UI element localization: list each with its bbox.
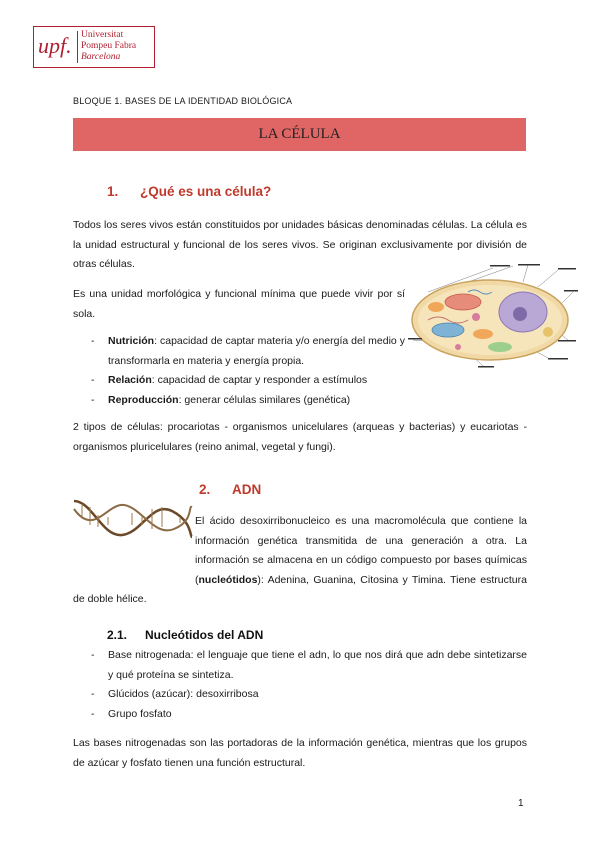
animal-cell-illustration [408, 262, 580, 370]
section-1-title: ¿Qué es una célula? [140, 184, 272, 199]
section-1-paragraph-3: 2 tipos de células: procariotas - organismos unicelulares (arqueas y bacterias) y eucariotas - organismos pluricelulares (reino animal, vegetal y fungi). [73, 421, 527, 453]
list-item-term: Relación [108, 374, 152, 386]
list-item-text: : capacidad de captar materia y/o energía del medio y transformarla en materia y energía propia. [108, 335, 405, 367]
list-item [73, 391, 405, 411]
upf-logo [33, 26, 155, 68]
section-2-1-heading [107, 628, 263, 642]
logo-wordmark [81, 30, 136, 63]
nucleotide-components-list [73, 646, 527, 724]
list-item-term: Reproducción [108, 393, 179, 406]
page-title: LA CÉLULA [258, 126, 341, 142]
section-2-1-paragraph: Las bases nitrogenadas son las portadoras de la información genética, mientras que los grupos de azúcar y fosfato tienen una función estructural. [73, 737, 527, 769]
section-2-1-title: Nucleótidos del ADN [145, 628, 264, 642]
list-item: - Grupo fosfato [73, 705, 527, 725]
section-1-paragraph-2: Es una unidad morfológica y funcional mínima que puede vivir por sí sola. [73, 288, 405, 320]
list-item [73, 332, 405, 371]
logo-line-2: Pompeu Fabra [81, 41, 137, 51]
cell-functions-list [73, 332, 405, 410]
section-2-text-a: El ácido desoxirribonucleico es una macromolécula que contiene la información genética transmitida de una generación a otra. La información se almacena en un código compuesto por bases químicas ( [195, 515, 527, 586]
list-item: - Glúcidos (azúcar): desoxirribosa [73, 685, 527, 705]
section-1-heading [107, 184, 271, 199]
section-1-paragraph-1: Todos los seres vivos están constituidos por unidades básicas denominadas células. La célula es la unidad estructural y funcional de los seres vivos. Se originan exclusivamente por división de otras células. [73, 219, 527, 270]
section-2-text-b: ): Adenina, Guanina, Citosina y Timina. Tiene estructura de doble hélice. [73, 573, 527, 605]
section-2-paragraph [73, 512, 527, 610]
page-number: 1 [518, 798, 524, 809]
section-2-title: ADN [232, 482, 262, 497]
list-item-text: : capacidad de captar y responder a estímulos [151, 374, 368, 386]
list-item-term: Nutrición [108, 335, 155, 347]
logo-mark: upf. [38, 33, 72, 58]
dna-image-spacer [73, 512, 195, 572]
section-2-heading [199, 482, 261, 497]
title-band [73, 118, 526, 151]
logo-line-3: Barcelona [81, 52, 121, 62]
logo-divider [77, 31, 78, 63]
section-2-1-number: 2.1. [107, 628, 128, 642]
block-header: BLOQUE 1. BASES DE LA IDENTIDAD BIOLÓGICA [73, 96, 293, 106]
section-1-number: 1. [107, 184, 119, 199]
list-item [73, 371, 405, 391]
section-2-number: 2. [199, 482, 211, 497]
section-2-term: nucleótidos [198, 573, 258, 586]
list-item-text: : generar células similares (genética) [178, 393, 351, 406]
list-item: - Base nitrogenada: el lenguaje que tiene el adn, lo que nos dirá que adn debe sintetizarse y qué proteína se sintetiza. [73, 646, 527, 685]
logo-line-1: Universitat [81, 30, 124, 40]
